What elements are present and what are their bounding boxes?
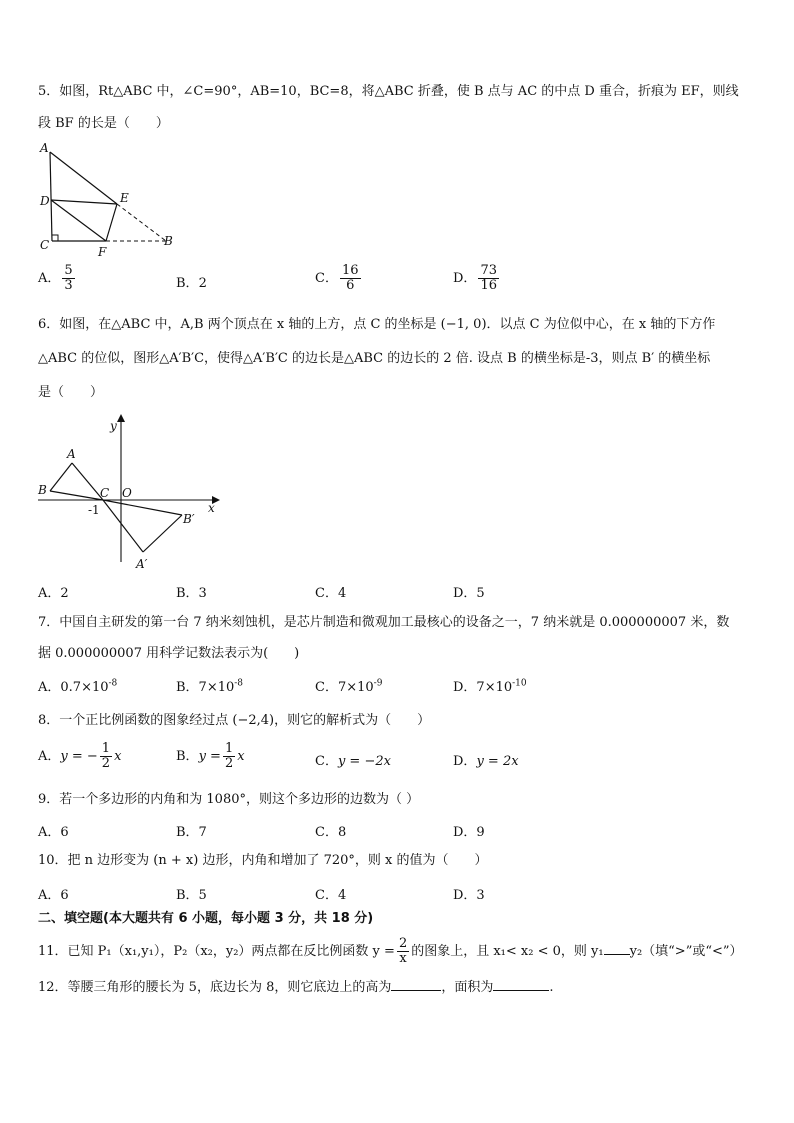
- q6-options: [38, 582, 758, 616]
- q5-figure: [36, 138, 186, 260]
- q6-option-c[interactable]: C．4: [315, 586, 347, 601]
- q7-line1: 7．中国自主研发的第一台 7 纳米刻蚀机，是芯片制造和微观加工最核心的设备之一，7 纳米就是 0.000000007 米，数: [38, 615, 730, 630]
- q9-option-b[interactable]: B．7: [176, 825, 207, 840]
- q5-options: [38, 264, 758, 298]
- q7-option-d[interactable]: D．$7\times 10^{-10}$: [453, 678, 527, 695]
- label-y: y: [110, 419, 117, 433]
- side-ab: [50, 463, 72, 491]
- label-b-prime: B′: [183, 512, 195, 526]
- line-df: [51, 200, 106, 241]
- q11-line: 11．已知 P₁（x₁,y₁），P₂（x₂，y₂）两点都在反比例函数 y = $\frac{2}{x}$ 的图象上，且 x₁< x₂ < 0，则 y₁ y₂（填“>”或“<”）: [38, 936, 743, 966]
- q6-figure: [34, 408, 224, 576]
- label-c: C: [40, 238, 50, 252]
- label-a-prime: A′: [136, 557, 148, 571]
- line-ac: [50, 152, 52, 241]
- q6-option-d[interactable]: D．5: [453, 586, 485, 601]
- side-apbp: [143, 515, 182, 552]
- fraction: $\frac{5}{3}$: [64, 263, 73, 293]
- side-cbp: [103, 500, 182, 515]
- q7-options: [38, 676, 758, 710]
- label-a: A: [40, 141, 49, 155]
- right-angle-mark: [52, 235, 58, 241]
- q7-option-c[interactable]: C．$7\times 10^{-9}$: [315, 678, 383, 695]
- side-ac: [72, 463, 103, 500]
- fraction: $\frac{73}{16}$: [480, 263, 497, 293]
- q5-line2: 段 BF 的长是（ ）: [38, 116, 169, 131]
- section-heading-fill-in: 二、填空题(本大题共有 6 小题，每小题 3 分，共 18 分): [38, 911, 374, 926]
- label-d: D: [40, 194, 50, 208]
- line-eb-dashed: [117, 204, 166, 241]
- q9-options: [38, 821, 758, 855]
- fraction: $\frac{16}{6}$: [341, 263, 359, 293]
- label-b: B: [164, 234, 173, 248]
- q6-line2: △ABC 的位似，图形△A′B′C，使得△A′B′C 的边长是△ABC 的边长的 2 倍. 设点 B 的横坐标是-3，则点 B′ 的横坐标: [38, 351, 711, 366]
- q5-option-b[interactable]: B．2: [176, 276, 207, 291]
- q6-option-b[interactable]: B．3: [176, 586, 207, 601]
- q6-option-a[interactable]: A．2: [38, 586, 69, 601]
- q8-option-c[interactable]: C．y = −2x: [315, 754, 391, 769]
- q5-line1: 5．如图，Rt△ABC 中，∠C=90°，AB=10，BC=8，将△ABC 折叠，使 B 点与 AC 的中点 D 重合，折痕为 EF，则线: [38, 84, 739, 99]
- q11-answer-blank[interactable]: [604, 942, 630, 955]
- q12-height-blank[interactable]: [391, 978, 441, 991]
- q10-option-a[interactable]: A．6: [38, 888, 69, 903]
- q7-option-b[interactable]: B．$7\times 10^{-8}$: [176, 678, 244, 695]
- label-b: B: [38, 483, 47, 497]
- q12-area-blank[interactable]: [493, 978, 549, 991]
- side-bc: [50, 491, 103, 500]
- fraction: $\frac{2}{x}$: [398, 936, 408, 966]
- label-minus-one: -1: [88, 503, 100, 517]
- label-c: C: [100, 486, 110, 500]
- q5-option-c[interactable]: C． $\frac{16}{6}$: [315, 263, 359, 293]
- line-ae: [50, 152, 117, 204]
- label-e: E: [120, 191, 129, 205]
- q10-option-c[interactable]: C．4: [315, 888, 347, 903]
- label-f: F: [98, 245, 107, 259]
- q6-line3: 是（ ）: [38, 385, 104, 400]
- q12-line: 12．等腰三角形的腰长为 5，底边长为 8，则它底边上的高为 ，面积为 .: [38, 980, 554, 995]
- q5-option-a[interactable]: A． $\frac{5}{3}$: [38, 263, 73, 293]
- line-de: [51, 200, 117, 204]
- q8-line1: 8．一个正比例函数的图象经过点 (−2,4)，则它的解析式为（ ）: [38, 713, 431, 728]
- q7-option-a[interactable]: A．$0.7\times 10^{-8}$: [38, 678, 118, 695]
- q8-option-d[interactable]: D．y = 2x: [453, 754, 519, 769]
- fraction: $\frac{1}{2}$: [101, 741, 111, 771]
- q8-options: [38, 742, 758, 776]
- line-ef: [106, 204, 117, 241]
- fraction: $\frac{1}{2}$: [224, 741, 234, 771]
- side-cap: [103, 500, 143, 552]
- q10-line1: 10．把 n 边形变为 (n + x) 边形，内角和增加了 720°，则 x 的值为（ ）: [38, 853, 488, 868]
- q5-option-d[interactable]: D． $\frac{73}{16}$: [453, 263, 497, 293]
- q8-option-b[interactable]: B．y = $\frac{1}{2}$ x: [176, 741, 245, 771]
- q8-option-a[interactable]: A．y = − $\frac{1}{2}$ x: [38, 741, 122, 771]
- label-a: A: [67, 447, 76, 461]
- y-axis-arrow: [117, 414, 125, 422]
- q9-line1: 9．若一个多边形的内角和为 1080°，则这个多边形的边数为（ ）: [38, 792, 420, 807]
- label-x: x: [208, 501, 215, 515]
- q7-line2: 据 0.000000007 用科学记数法表示为( ): [38, 646, 300, 661]
- q9-option-a[interactable]: A．6: [38, 825, 69, 840]
- label-o: O: [122, 486, 132, 500]
- q9-option-c[interactable]: C．8: [315, 825, 347, 840]
- q10-option-b[interactable]: B．5: [176, 888, 207, 903]
- q10-option-d[interactable]: D．3: [453, 888, 485, 903]
- q9-option-d[interactable]: D．9: [453, 825, 485, 840]
- q6-line1: 6．如图，在△ABC 中，A,B 两个顶点在 x 轴的上方，点 C 的坐标是 (−1, 0)．以点 C 为位似中心，在 x 轴的下方作: [38, 317, 716, 332]
